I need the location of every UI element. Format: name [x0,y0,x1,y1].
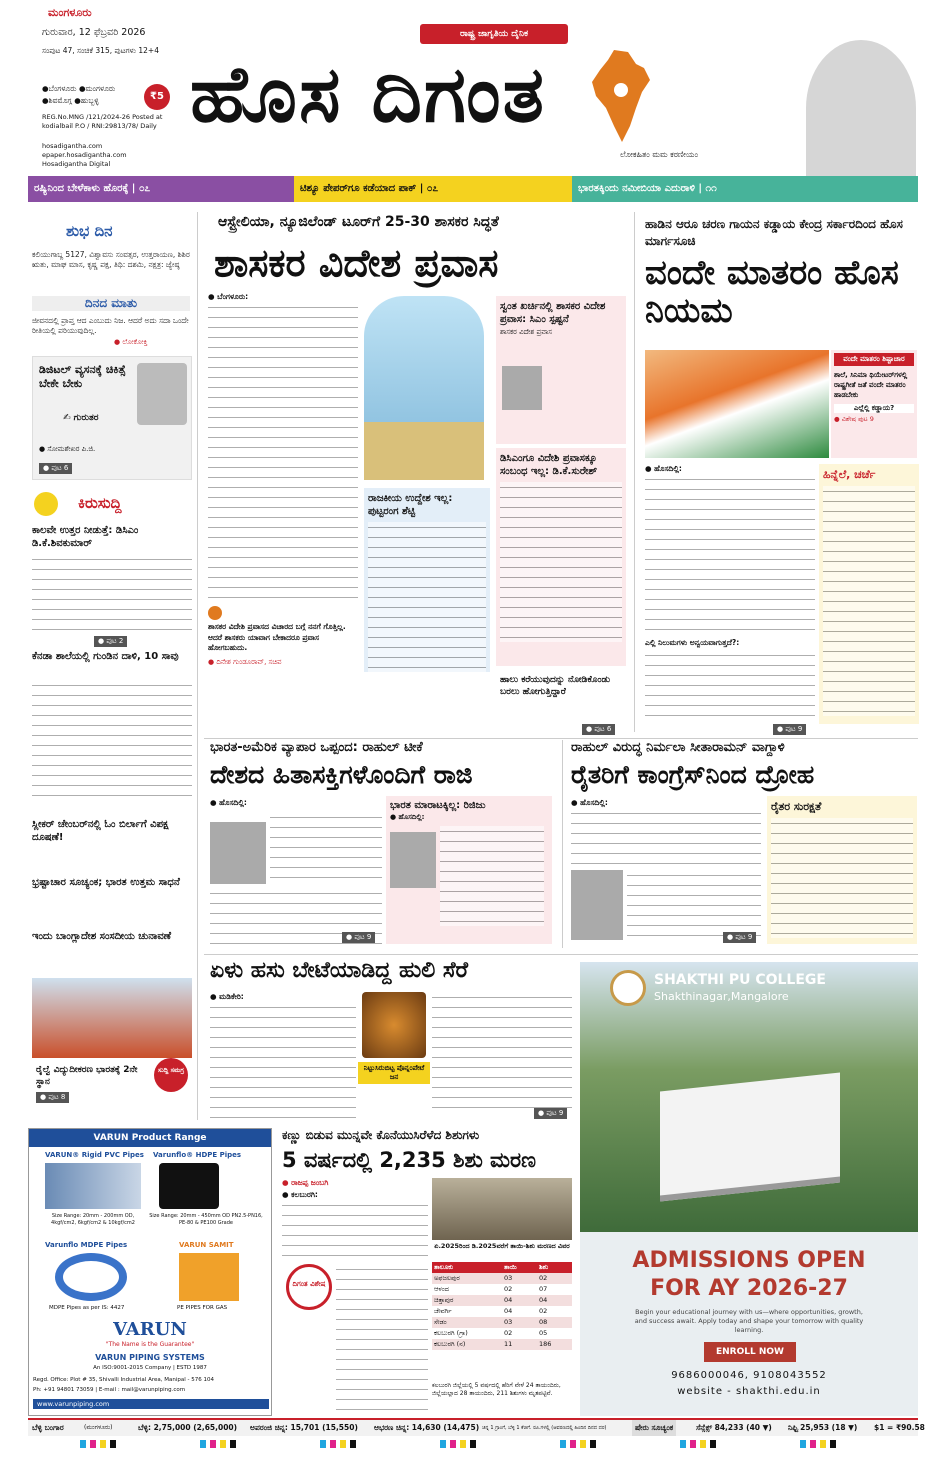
quote-text: ಶಾಸಕರ ವಿದೇಶಿ ಪ್ರವಾಸದ ವಿಚಾರದ ಬಗ್ಗೆ ನನಗೆ ಗೊತ್ತಿಲ್ಲ. ಆದರೆ ಶಾಸಕರು ಯಾವಾಗ ಬೇಕಾದರೂ ಪ್ರವಾಸ ಹೋಗಬಹುದು. [208,622,346,652]
teaser-text: ಟಿಶ್ಯೂ ಪೇಪರ್‌ಗೂ ಕಡೆಯಾದ ಪಾಕ್ [300,183,417,194]
teaser-3[interactable]: ಭಾರತಕ್ಕಿಂದು ನಮೀಬಿಯಾ ಎದುರಾಳಿ | ೧೧ [572,176,918,202]
table-cell: ಸೇಡಂ [434,1318,447,1326]
dateline: ● ಹೊಸದಿಲ್ಲಿ: [571,798,608,807]
varun-address: Regd. Office: Plot # 35, Shivalli Industrial Area, Manipal - 576 104 [33,1377,214,1383]
varun-ad[interactable] [28,1128,272,1416]
page-ref[interactable]: ● ಪುಟ 6 [582,724,615,735]
side-text [368,522,486,672]
dinada-text: ಜೀವನದಲ್ಲಿ ಪ್ರಾಪ್ತ ಆದ ಎಂಬುದು ನಿಜ. ಆದರೆ ಅದು ಸದಾ ಒಂದೇ ರೀತಿಯಲ್ಲಿ ಪರಿಯುವುದಿಲ್ಲ. [32,316,189,336]
table-title: ಏ.2025ರಿಂದ ಡಿ.2025ವರೆಗೆ ತಾಯಿ-ಶಿಶು ಮರಣದ ವಿವರ [434,1242,570,1250]
teaser-text: ಭಾರತಕ್ಕಿಂದು ನಮೀಬಿಯಾ ಎದುರಾಳಿ [578,183,695,194]
varun-slogan: "The Name is the Guarantee" [105,1341,195,1348]
column-author: ● ಸೋಮಶೇಖರ ಪಿ.ಜಿ. [39,445,96,453]
table-row [432,1339,572,1350]
column-headline: ಡಿಜಿಟಲ್ ವ್ಯಸನಕ್ಕೆ ಚಿಕಿತ್ಸೆ ಬೇಕೇ ಬೇಕು [39,363,126,390]
product-mdpe: Varunflo MDPE Pipes [45,1241,128,1249]
lead-text [208,302,358,602]
table-row [432,1284,572,1295]
tiger-text [210,1002,356,1120]
admissions-banner: ADMISSIONS OPEN [632,1248,866,1273]
rahul-photo [210,822,266,884]
col-infant: ಶಿಶು [539,1263,549,1271]
print-marks [80,1440,880,1448]
mdpe-coil-image [55,1253,127,1301]
side-headline[interactable]: ರಾಜಕೀಯ ಉದ್ದೇಶ ಇಲ್ಲ: ಪುಟ್ಟರಂಗ ಶೆಟ್ಟಿ [368,493,453,517]
teaser-strip [28,176,918,202]
rahul-kicker: ಭಾರತ-ಅಮೆರಿಕ ವ್ಯಾಪಾರ ಒಪ್ಪಂದ: ರಾಹುಲ್ ಟೀಕೆ [210,740,423,755]
page-ref[interactable]: ● ಪುಟ 2 [94,636,127,647]
teaser-2[interactable]: ಟಿಶ್ಯೂ ಪೇಪರ್‌ಗೂ ಕಡೆಯಾದ ಪಾಕ್ | ೦೭ [294,176,572,202]
brief-2-text [32,680,192,804]
nirmala-text [571,808,761,868]
shubha-heading: ಶುಭ ದಿನ [66,222,113,240]
market-ticker [28,1418,925,1436]
hinnele-text [823,486,915,716]
side-box-putarang [364,488,490,672]
table-cell: 05 [539,1329,548,1337]
academic-year: FOR AY 2026-27 [650,1276,848,1301]
vidhana-soudha-photo [364,422,484,480]
silver-rate: ಬೆಳ್ಳಿ: 2,75,000 (2,65,000) [138,1423,238,1432]
pvc-pipes-image [45,1163,141,1209]
dateline: ● ಬೆಂಗಳೂರು: [208,292,249,301]
side-dateline: ● ಹೊಸದಿಲ್ಲಿ: [390,813,425,821]
college-name: SHAKTHI PU COLLEGE [654,972,826,988]
infant-statue-photo [432,1178,572,1240]
side-text [440,826,544,926]
dateline: ● ಹೊಸದಿಲ್ಲಿ: [645,464,682,473]
ticker-note: ಚಿನ್ನ 1 ಗ್ರಾಂಗೆ, ಬೆಳ್ಳಿ 1 ಕೆಜಿಗೆ. ರೂ.ಗಳಲ್ಲಿ (ಆವರಣದಲ್ಲಿ ಹಿಂದಿನ ದಿನದ ದರ) [482,1425,607,1431]
infant-text [282,1200,428,1260]
table-cell: 04 [504,1296,513,1304]
brief-1-text [32,554,192,632]
table-cell: 02 [504,1285,513,1293]
box-page-ref[interactable]: ● ವಿಶೇಷ ಪುಟ 9 [834,415,874,423]
box-question: ಎಲ್ಲೆಲ್ಲಿ ಕಡ್ಡಾಯ? [834,404,914,413]
product-hdpe: Varunflo® HDPE Pipes [153,1151,242,1159]
lead-body [208,292,358,602]
table-cell: ಜೇವರ್ಗಿ [434,1307,452,1315]
varun-company: VARUN PIPING SYSTEMS [95,1353,205,1362]
map-logo-icon [584,46,658,146]
hdpe-spec: Size Range: 20mm - 450mm OD PN2.5-PN16, PE-80 & PE100 Grade [149,1213,263,1226]
editions: ●ಬೆಂಗಳೂರು ●ಮಂಗಳೂರು ●ಶಿವಮೊಗ್ಗ ●ಹುಬ್ಬಳ್ಳಿ [42,84,116,105]
varun-title: VARUN Product Range [29,1129,271,1147]
table-row [432,1306,572,1317]
table-cell: 07 [539,1285,548,1293]
vande-text [645,474,815,634]
college-ad[interactable] [580,962,918,1416]
hdpe-pipes-image [159,1163,219,1209]
dateline: ● ಮಡಿಕೇರಿ: [210,992,244,1001]
lead-kicker: ಆಸ್ಟ್ರೇಲಿಯಾ, ನ್ಯೂಜಿಲೆಂಡ್ ಟೂರ್‌ಗೆ 25-30 ಶಾಸಕರ ಸಿದ್ಧತೆ [218,214,499,230]
infant-kicker: ಕಣ್ಣು ಬಿಡುವ ಮುನ್ನವೇ ಕೊನೆಯುಸಿರೆಳೆದ ಶಿಶುಗಳು [282,1128,480,1142]
rahul-text [270,812,382,884]
varun-brand: VARUN [113,1319,187,1340]
vande-story [634,212,918,732]
side-subhead: ಶಾಸಕರ ವಿದೇಶ ಪ್ರವಾಸ [500,328,552,336]
table-row [432,1317,572,1328]
table-row [432,1295,572,1306]
page-ref[interactable]: ● ಪುಟ 9 [723,932,756,943]
table-row [432,1328,572,1339]
teaser-page: ೦೭ [426,183,439,194]
side-headline[interactable]: ಡಿಸಿಎಂಗೂ ವಿದೇಶಿ ಪ್ರವಾಸಕ್ಕೂ ಸಂಬಂಧ ಇಲ್ಲ: ಡಿ.ಕೆ.ಸುರೇಶ್ [500,453,598,477]
table-cell: ಕಲಬುರಗಿ (ನ) [434,1340,466,1348]
gold24-rate: ಅಪರಂಜಿ ಚಿನ್ನ: 15,701 (15,550) [250,1423,358,1432]
nifty: ನಿಫ್ಟಿ 25,953 (18 ▼) [788,1423,858,1432]
city: ಮಂಗಳೂರು [48,6,92,19]
page-ref[interactable]: ● ಪುಟ 6 [39,463,72,474]
byline: ● ರಾಜಪ್ಪ ಜಂಬಗಿ [282,1178,329,1187]
lead-quote [208,606,358,734]
share-label: ಷೇರು ಸೂಚ್ಯಂಕ [632,1420,676,1436]
side-text [771,818,913,938]
varun-phone[interactable]: Ph: +91 94801 73059 | E-mail : mail@varunpiping.com [33,1387,186,1393]
college-phone[interactable]: 9686000046, 9108043552 [671,1370,827,1381]
infant-headline[interactable]: 5 ವರ್ಷದಲ್ಲಿ 2,235 ಶಿಶು ಮರಣ [282,1148,537,1172]
sensex: ಸೆನ್ಸೆಕ್ಸ್ 84,233 (40 ▼) [696,1423,772,1432]
lead-headline[interactable]: ಶಾಸಕರ ವಿದೇಶ ಪ್ರವಾಸ [214,241,499,285]
college-place: Shakthinagar,Mangalore [654,990,789,1003]
rigid-spec: Size Range: 20mm - 200mm OD, 4kgf/cm2, 6kgf/cm2 & 10kgf/cm2 [51,1213,135,1226]
varun-iso: An ISO:9001-2015 Company | ESTD 1987 [93,1365,207,1371]
table-cell: 11 [504,1340,513,1348]
price-badge: ₹5 [144,84,170,110]
side-headline[interactable]: ಸ್ವಂತ ಖರ್ಚಿನಲ್ಲಿ ಶಾಸಕರ ವಿದೇಶ ಪ್ರವಾಸ: ಸಿಎಂ ಸ್ಪಷ್ಟನೆ [500,301,606,325]
table-cell: 02 [539,1274,548,1282]
rijiju-box [386,796,552,944]
flag-photo [645,350,829,458]
quote-attribution: ● ದಿನೇಶ ಗುಂಡೂರಾವ್, ಸಚಿವ [208,657,282,666]
table-cell: 08 [539,1318,548,1326]
teaser-text: ರಷ್ಯಿನಿಂದ ಬೇಳೆಕಾಳು ಹೊರಕ್ಕೆ [34,183,129,194]
nirmala-text-2 [627,870,761,940]
shubha-text: ಕಲಿಯುಗಾಬ್ದ 5127, ವಿಶ್ವಾವಸು ಸಂವತ್ಸರ, ಉತ್ತರಾಯಣ, ಶಿಶಿರ ಋತು, ಮಾಘ ಮಾಸ, ಕೃಷ್ಣ ಪಕ್ಷ, ತಿಥಿ: ದಶಮಿ, ನಕ್ಷತ್ರ: ಜ್ಯೇಷ್ಠ [32,250,190,270]
side-box-suresh [496,448,626,666]
samit-pipes-image [179,1253,239,1301]
infant-story [278,1128,574,1418]
kiru-header [32,492,192,518]
table-cell: 02 [504,1329,513,1337]
nirmala-story [562,740,918,948]
tiger-story [204,956,574,1124]
side-box-cm [496,296,626,444]
reg-info: REG.No.MNG /121/2024-26 Posted at kodialbail P.O / RNI:29813/78/ Daily [42,113,163,130]
special-badge: ದಿಗಂತ ವಿಶೇಷ [286,1264,332,1310]
rail-headline[interactable]: ರೈಲ್ವೆ ವಿದ್ಯುದೀಕರಣ ಭಾರತಕ್ಕೆ 2ನೇ ಸ್ಥಾನ [36,1065,138,1087]
top-tagline: ರಾಷ್ಟ್ರ ಜಾಗೃತಿಯ ದೈನಿಕ [420,24,568,44]
website-link[interactable]: hosadigantha.com [42,142,103,150]
vande-text-2 [645,650,815,722]
product-rigid: VARUN® Rigid PVC Pipes [45,1151,144,1159]
table-row [432,1273,572,1284]
table-cell: 02 [539,1307,548,1315]
quote-icon [208,606,222,620]
issue-info: ಸಂಪುಟ 47, ಸಂಚಿಕೆ 315, ಪುಟಗಳು 12+4 [42,46,159,55]
rahul-story [204,740,556,948]
ticker-label: ಬೆಳ್ಳಿ ಬಂಗಾರ [32,1423,64,1432]
mortality-table [432,1262,572,1350]
brief-1[interactable]: ಕಾಲವೇ ಉತ್ತರ ನೀಡುತ್ತೆ: ಡಿಸಿಎಂ ಡಿ.ಕೆ.ಶಿವಕುಮಾರ್ [32,525,139,549]
table-cell: ಆಳಂದ [434,1285,449,1293]
side-text [500,482,622,642]
ticker-sub: (ಮಂಗಳೂರು) [84,1424,113,1431]
lead-story [204,212,628,732]
side-headline: ರೈತರ ಸುರಕ್ಷತೆ [771,800,822,813]
infant-text-2 [336,1264,428,1414]
college-website[interactable]: website - shakthi.edu.in [677,1386,821,1397]
table-header [432,1262,572,1273]
box-text: ಶಾಲೆ, ಸಿನಿಮಾ ಥಿಯೇಟರ್‌ಗಳಲ್ಲಿ ರಾಷ್ಟ್ರಗೀತೆ ಜತೆ ವಂದೇ ಮಾತರಂ ಹಾಡಬೇಕು [834,371,908,399]
train-photo [32,978,192,1058]
side-headline[interactable]: ಭಾರತ ಮಾರಾಟಕ್ಕಿಲ್ಲ: ರಿಜಿಜು [390,800,486,811]
side-headline-milk[interactable]: ಹಾಲು ಕರೆಯುವುದನ್ನು ನೋಡಿಕೊಂಡು ಬರಲು ಹೋಗುತ್ತಿದ್ದಾರೆ [500,675,611,697]
table-cell: ಕಲಬುರಗಿ (ಗ್ರಾ) [434,1329,468,1337]
nirmala-headline[interactable]: ರೈತರಿಗೆ ಕಾಂಗ್ರೆಸ್‌ನಿಂದ ದ್ರೋಹ [571,760,815,789]
teaser-page: ೧೧ [705,183,717,194]
table-cell: 186 [539,1340,552,1348]
page-ref[interactable]: ● ಪುಟ 9 [534,1108,567,1119]
table-cell: ಚಿತ್ತಾಪುರ [434,1296,454,1304]
tiger-caption: ನಿಟ್ಟುಸಿರುಬಿಟ್ಟ ಪೊನ್ನಂಪೇಟೆ ಜನ [358,1062,430,1084]
newspaper-title: ಹೊಸ ದಿಗಂತ [190,50,546,140]
cm-photo [502,366,542,410]
college-blurb: Begin your educational journey with us—where opportunities, growth, and success await. Apply today and shape your tomorrow with quality learning. [634,1308,864,1334]
date: ಗುರುವಾರ, 12 ಫೆಬ್ರವರಿ 2026 [42,27,146,38]
cricketer-photo [806,40,916,176]
nirmala-photo [571,870,623,940]
brief-2[interactable]: ಕೆನಡಾ ಶಾಲೆಯಲ್ಲಿ ಗುಂಡಿನ ದಾಳಿ, 10 ಸಾವು [32,651,179,662]
usd-rate: $1 = ₹90.58 [874,1423,925,1432]
farmer-box [767,796,917,944]
suddi-badge: ಸುದ್ದಿ ಸಮಗ್ರ [154,1058,188,1092]
left-column [28,212,198,1120]
box-heading: ವಂದೇ ಮಾತರಂ ಶಿಷ್ಟಾಚಾರ [834,353,914,366]
brief-3[interactable]: ಸ್ಲೀಕರ್ ಚೇಂಬರ್‌ನಲ್ಲಿ ಓಂ ಬಿರ್ಲಾಗೆ ವಿಪಕ್ಷ ದೂಷಣೆ! [32,819,169,843]
brief-5[interactable]: ಇಂದು ಬಾಂಗ್ಲಾದೇಶ ಸಂಸದೀಯ ಚುನಾವಣೆ [32,931,172,942]
vande-question: ಎಲ್ಲಿ ನಿಲುಮಗಳು ಅನ್ವಯವಾಗುತ್ತದೆ?: [645,638,740,647]
column-box [32,356,192,480]
gold22-rate: ಆಭರಣ ಚಿನ್ನ: 14,630 (14,475) [374,1423,480,1432]
col-taluk: ತಾಲೂಕು [434,1263,454,1271]
page-ref[interactable]: ● ಪುಟ 9 [773,724,806,735]
dateline: ● ಹೊಸದಿಲ್ಲಿ: [210,798,247,807]
author-photo [137,363,187,425]
col-mother: ತಾಯಿ [504,1263,517,1271]
column-tag: ✍ ಗುರುತರ [63,413,99,423]
rahul-headline[interactable]: ದೇಶದ ಹಿತಾಸಕ್ತಿಗಳೊಂದಿಗೆ ರಾಜಿ [210,760,473,789]
table-cell: 04 [504,1307,513,1315]
dinada-source: ● ಲೋಕೋಕ್ತಿ [114,338,148,346]
college-logo-icon [610,970,646,1006]
teaser-1[interactable]: ರಷ್ಯಿನಿಂದ ಬೇಳೆಕಾಳು ಹೊರಕ್ಕೆ | ೦೭ [28,176,294,202]
teaser-page: ೦೭ [138,183,151,194]
enroll-button[interactable]: ENROLL NOW [704,1342,796,1362]
tiger-headline[interactable]: ಏಳು ಹಸು ಬೇಟೆಯಾಡಿದ್ದ ಹುಲಿ ಸೆರೆ [210,958,468,983]
protocol-box [831,350,917,458]
hinnele-box [819,464,919,724]
mdpe-spec: MDPE Pipes as per IS: 4427 [49,1305,125,1311]
tiger-photo [362,992,426,1058]
samit-spec: PE PIPES FOR GAS [177,1305,228,1311]
campus-building [660,1073,840,1202]
table-cell: 03 [504,1274,513,1282]
rijiju-photo [390,832,436,888]
hand-icon [34,492,58,516]
varun-web[interactable]: www.varunpiping.com [33,1399,269,1409]
tiger-text-2 [432,992,572,1116]
hinnele-heading: ಹಿನ್ನೆಲೆ, ಚರ್ಚೆ [823,468,876,481]
dinada-heading: ದಿನದ ಮಾತು [32,296,190,311]
kiru-heading: ಕಿರುಸುದ್ದಿ [78,494,122,512]
table-cell: 03 [504,1318,513,1326]
bottom-tagline: ಲೋಕಹಿತಂ ಮಮ ಕರಣೀಯಂ [620,150,699,159]
dateline: ● ಕಲಬುರಗಿ: [282,1190,318,1199]
product-samit: VARUN SAMIT [179,1241,234,1249]
table-footnote: ಕಲಬುರಗಿ ಜಿಲ್ಲೆಯಲ್ಲಿ 5 ವರ್ಷದಲ್ಲಿ ಹೆರಿಗೆ ವೇಳೆ 24 ತಾಯಂದಿರು, ಜಿಲ್ಲೆಯಲ್ಲಾದ 28 ತಾಯಂದಿರು, 211 ಶಿಶುಗಳು ಮೃತಪಟ್ಟಿವೆ. [432,1382,561,1397]
nirmala-kicker: ರಾಹುಲ್ ವಿರುದ್ಧ ನಿರ್ಮಲಾ ಸೀತಾರಾಮನ್ ವಾಗ್ದಾಳಿ [571,740,785,755]
vande-headline[interactable]: ವಂದೇ ಮಾತರಂ ಹೊಸ ನಿಯಮ [645,253,899,331]
vande-kicker: ಹಾಡಿನ ಆರೂ ಚರಣ ಗಾಯನ ಕಡ್ಡಾಯ ಕೇಂದ್ರ ಸರ್ಕಾರದಿಂದ ಹೊಸ ಮಾರ್ಗಸೂಚಿ [645,217,903,248]
brief-4[interactable]: ಭ್ರಷ್ಟಾಚಾರ ಸೂಚ್ಯಂಕ; ಭಾರತ ಉತ್ತಮ ಸಾಧನೆ [32,877,180,888]
page-ref[interactable]: ● ಪುಟ 9 [342,932,375,943]
table-cell: 04 [539,1296,548,1304]
page-ref[interactable]: ● ಪುಟ 8 [36,1092,69,1103]
table-cell: ಅಫಜಲಪುರ [434,1274,460,1282]
epaper-link[interactable]: epaper.hosadigantha.com [42,151,127,159]
digital-link[interactable]: Hosadigantha Digital [42,160,111,168]
